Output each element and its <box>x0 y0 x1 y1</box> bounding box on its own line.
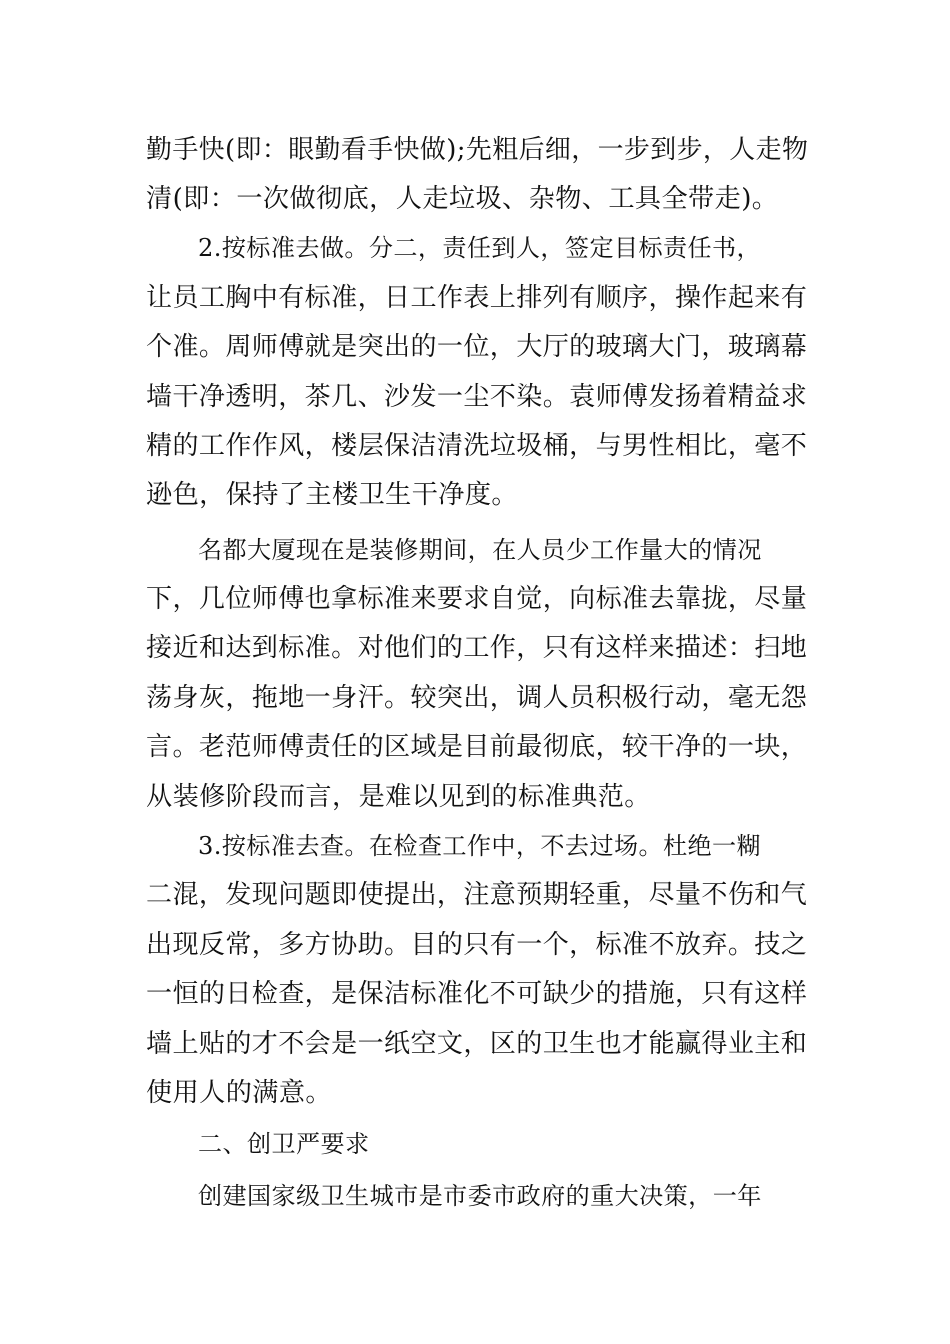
text-line: 清(即：一次做彻底，人走垃圾、杂物、工具全带走)。 <box>146 184 779 214</box>
text-line: 言。老范师傅责任的区域是目前最彻底，较干净的一块， <box>146 732 808 762</box>
text-line: 让员工胸中有标准，日工作表上排列有顺序，操作起来有 <box>146 283 808 313</box>
text-line: 下，几位师傅也拿标准来要求自觉，向标准去靠拢，尽量 <box>146 584 808 614</box>
section-heading: 二、创卫严要求 <box>198 1130 370 1158</box>
text-line: 荡身灰，拖地一身汗。较突出，调人员积极行动，毫无怨 <box>146 683 808 713</box>
text-line: 逊色，保持了主楼卫生干净度。 <box>146 480 519 510</box>
text-line: 墙干净透明，茶几、沙发一尘不染。袁师傅发扬着精益求 <box>146 382 808 412</box>
text-line: 个准。周师傅就是突出的一位，大厅的玻璃大门，玻璃幕 <box>146 332 808 362</box>
text-line: 创建国家级卫生城市是市委市政府的重大决策，一年 <box>198 1182 762 1210</box>
text-line: 二混，发现问题即使提出，注意预期轻重，尽量不伤和气 <box>146 880 808 910</box>
text-line: 一恒的日检查，是保洁标准化不可缺少的措施，只有这样 <box>146 979 808 1009</box>
text-line: 使用人的满意。 <box>146 1078 333 1108</box>
text-line: 3.按标准去查。在检查工作中，不去过场。杜绝一糊 <box>198 832 762 860</box>
text-line: 从装修阶段而言，是难以见到的标准典范。 <box>146 782 651 812</box>
text-line: 精的工作作风，楼层保洁清洗垃圾桶，与男性相比，毫不 <box>146 431 808 461</box>
text-line: 墙上贴的才不会是一纸空文，区的卫生也才能赢得业主和 <box>146 1029 808 1059</box>
text-line: 出现反常，多方协助。目的只有一个，标准不放弃。技之 <box>146 930 808 960</box>
text-line: 2.按标准去做。分二，责任到人，签定目标责任书， <box>198 234 762 262</box>
text-line: 名都大厦现在是装修期间，在人员少工作量大的情况 <box>198 536 762 564</box>
text-line: 接近和达到标准。对他们的工作，只有这样来描述：扫地 <box>146 633 808 663</box>
text-line: 勤手快(即：眼勤看手快做);先粗后细，一步到步，人走物 <box>146 135 809 165</box>
